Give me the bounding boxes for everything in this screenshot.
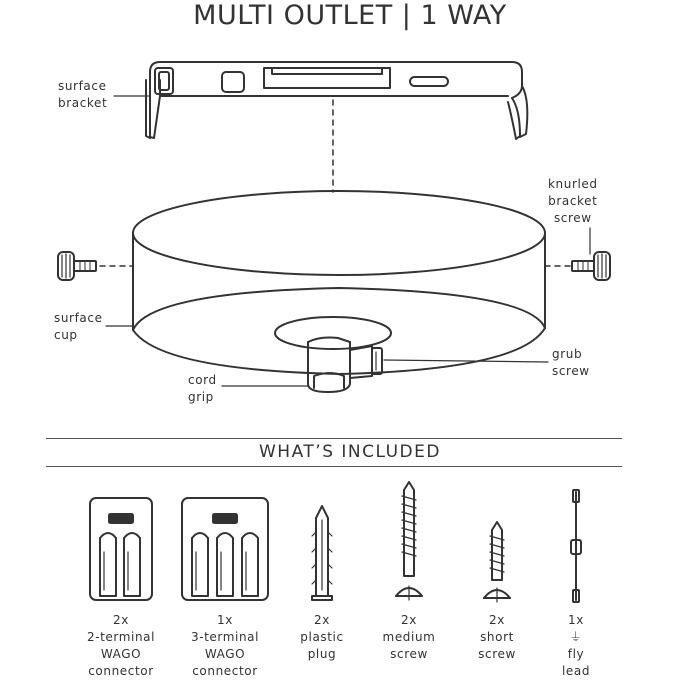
earth-icon: ⏚ bbox=[569, 630, 583, 644]
surface-cup bbox=[133, 191, 545, 374]
knurled-screw-right bbox=[572, 252, 610, 280]
item-medium-screw: 2x medium screw bbox=[382, 613, 436, 661]
knurled-bracket-screw-label: knurled bracket screw bbox=[548, 177, 598, 225]
wago-3-terminal-icon bbox=[182, 498, 268, 600]
item-fly-lead: 1x ⏚ fly lead bbox=[540, 612, 612, 680]
knurled-screw-left bbox=[58, 252, 96, 280]
item-wago-3: 1x 3-terminal WAGO connector bbox=[190, 613, 260, 678]
item-wago-2: 2x 2-terminal WAGO connector bbox=[86, 613, 156, 678]
wago-2-terminal-icon bbox=[90, 498, 152, 600]
surface-bracket-label: surface bracket bbox=[58, 79, 108, 110]
item-plastic-plug: 2x plastic plug bbox=[300, 613, 344, 661]
cord-grip-label: cord grip bbox=[188, 373, 217, 404]
section-rule-top bbox=[46, 438, 622, 439]
plastic-plug-icon bbox=[312, 506, 332, 600]
cord-grip bbox=[308, 338, 382, 393]
section-title: WHAT’S INCLUDED bbox=[259, 442, 441, 462]
surface-cup-label: surface cup bbox=[54, 311, 103, 342]
fly-lead-icon bbox=[571, 490, 581, 602]
surface-bracket bbox=[146, 62, 527, 139]
page-title: MULTI OUTLET | 1 WAY bbox=[193, 0, 507, 31]
leader-lines bbox=[106, 96, 590, 386]
short-screw-icon bbox=[484, 522, 510, 602]
medium-screw-icon bbox=[396, 482, 422, 600]
grub-screw-label: grub screw bbox=[552, 347, 590, 378]
section-rule-bottom bbox=[46, 466, 622, 467]
item-short-screw: 2x short screw bbox=[478, 613, 516, 661]
